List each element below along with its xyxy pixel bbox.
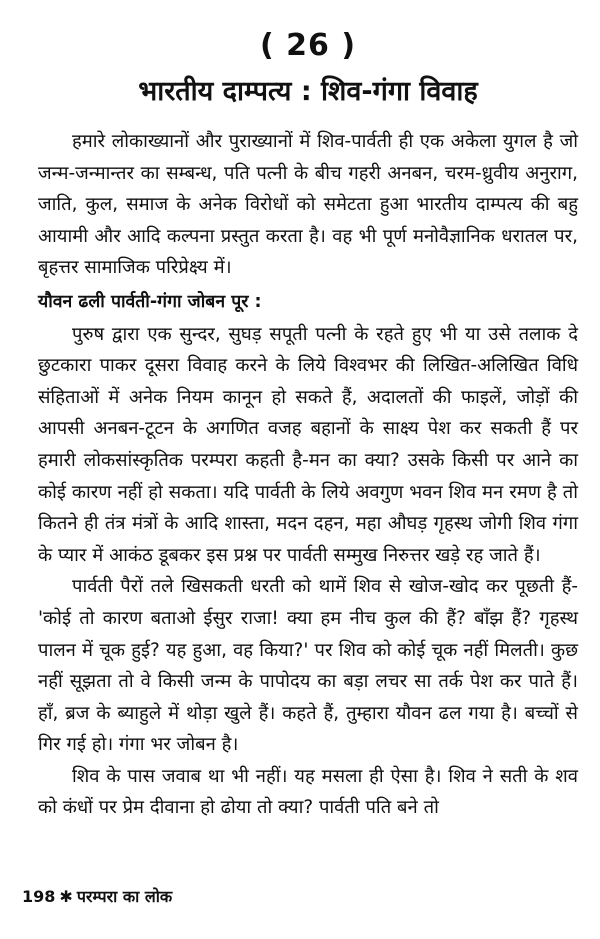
page-footer (22, 885, 172, 909)
body-paragraph-2: पुरुष द्वारा एक सुन्दर, सुघड़ सपूती पत्नी के रहते हुए भी या उसे तलाक दे छुटकारा पाकर दूसरा विवाह करने के लिये विश्वभर की लिखित-अलिखित विधि संहिताओं में अनेक नियम कानून हो सकते हैं, अदालतों की फाइलें, जोड़ों की आपसी अनबन-टूटन के अगणित वजह बहानों के साक्ष्य पेश कर सकती हैं पर हमारी लोकसांस्कृतिक परम्परा कहती है-मन का क्या? उसके किसी पर आने का कोई कारण नहीं हो सकता। यदि पार्वती के लिये अवगुण भवन शिव मन रमण है तो कितने ही तंत्र मंत्रों के आदि शास्ता, मदन दहन, महा औघड़ गृहस्थ जोगी शिव गंगा के प्यार में आकंठ डूबकर इस प्रश्न पर पार्वती सम्मुख निरुत्तर खड़े रह जाते हैं। (38, 323, 578, 566)
book-title: परम्परा का लोक (76, 887, 173, 906)
body-paragraph-4: शिव के पास जवाब था भी नहीं। यह मसला ही ऐसा है। शिव ने सती के शव को कंधों पर प्रेम दीवाना हो ढोया तो क्या? पार्वती पति बने तो (38, 765, 578, 819)
intro-paragraph: हमारे लोकाख्यानों और पुराख्यानों में शिव-पार्वती ही एक अकेला युगल है जो जन्म-जन्मान्तर का सम्बन्ध, पति पत्नी के बीच गहरी अनबन, चरम-ध्रुवीय अनुराग, जाति, कुल, समाज के अनेक विरोधों को समेटता हुआ भारतीय दाम्पत्य की बहु आयामी और आदि कल्पना प्रस्तुत करता है। वह भी पूर्ण मनोवैज्ञानिक धरातल पर, बृहत्तर सामाजिक परिप्रेक्ष्य में। (38, 131, 578, 279)
section-subheading: यौवन ढली पार्वती-गंगा जोबन पूर : (38, 291, 262, 312)
star-icon: ✱ (59, 887, 73, 906)
chapter-title: भारतीय दाम्पत्य : शिव-गंगा विवाह (138, 76, 478, 107)
page-number: 198 (22, 887, 56, 906)
body-paragraph-3: पार्वती पैरों तले खिसकती धरती को थामें शिव से खोज-खोद कर पूछती हैं- 'कोई तो कारण बताओ ईसुर राजा! क्या हम नीच कुल की हैं? बाँझ हैं? गृहस्थ पालन में चूक हुई? यह हुआ, वह किया?' पर शिव को कोई चूक नहीं मिलती। कुछ नहीं सूझता तो वे किसी जन्म के पापोदय का बड़ा लचर सा तर्क पेश कर पाते हैं। हाँ, ब्रज के ब्याहुले में थोड़ा खुले हैं। कहते हैं, तुम्हारा यौवन ढल गया है। बच्चों से गिर गई हो। गंगा भर जोबन है। (38, 576, 578, 756)
chapter-number: ( 26 ) (259, 28, 357, 63)
